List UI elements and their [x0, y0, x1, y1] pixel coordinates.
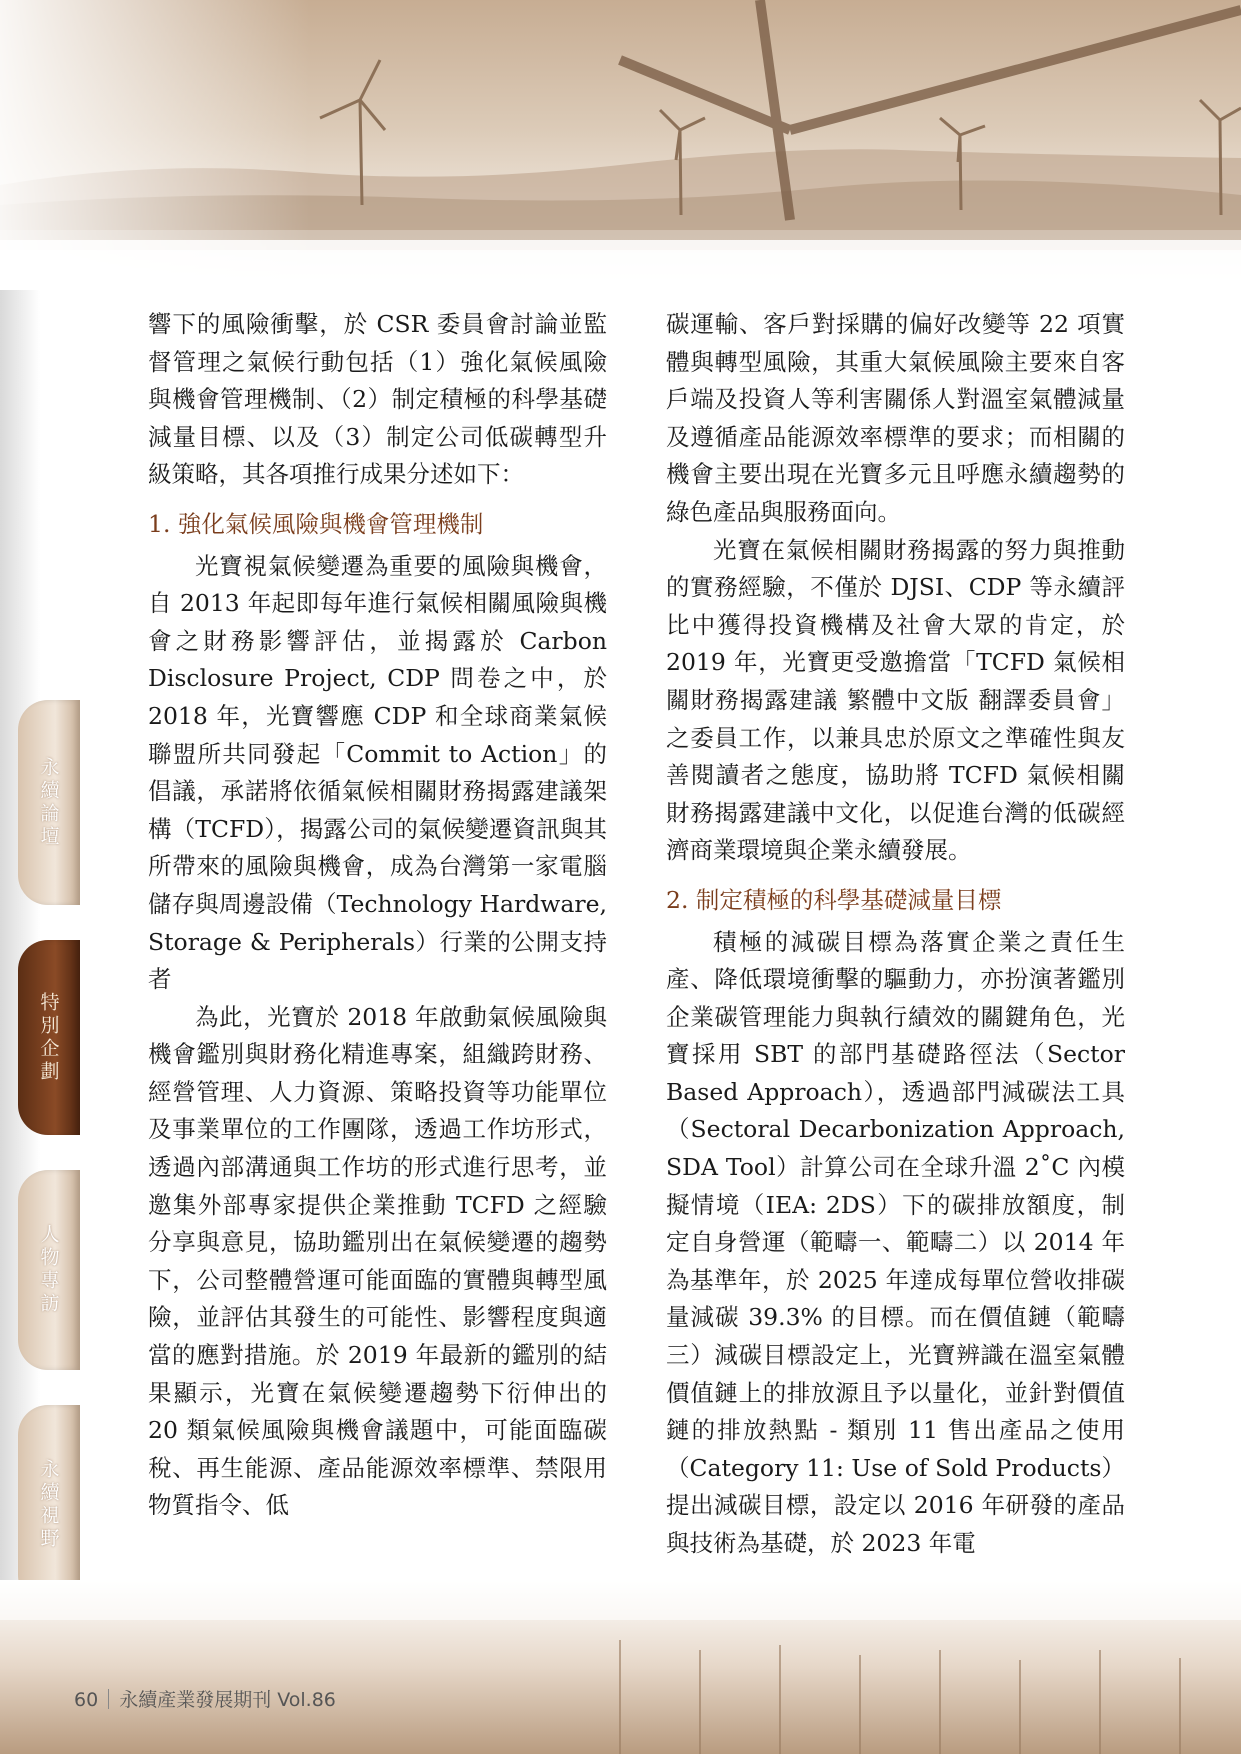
intro-paragraph: 響下的風險衝擊，於 CSR 委員會討論並監督管理之氣候行動包括（1）強化氣候風險與機會管理機制、（2）制定積極的科學基礎減量目標、以及（3）制定公司低碳轉型升級策略，其各項推行成果分述如下：: [148, 310, 607, 489]
page-footer: [74, 1685, 336, 1712]
side-tab-label: 永續視野: [37, 1459, 60, 1551]
side-tab-special-feature[interactable]: [18, 940, 80, 1135]
continued-paragraph: 碳運輸、客戶對採購的偏好改變等 22 項實體與轉型風險，其重大氣候風險主要來自客戶端及投資人等利害關係人對溫室氣體減量及遵循產品能源效率標準的要求；而相關的機會主要出現在光寶多元且呼應永續趨勢的綠色產品與服務面向。: [666, 310, 1125, 526]
side-tab-vision[interactable]: [18, 1405, 80, 1605]
right-text-column: [666, 306, 1125, 1563]
tcfd-paragraph: 光寶在氣候相關財務揭露的努力與推動的實務經驗，不僅於 DJSI、CDP 等永續評比中獲得投資機構及社會大眾的肯定，於 2019 年，光寶更受邀擔當「TCFD 氣候相關財務揭露建議 繁體中文版 翻譯委員會」之委員工作，以兼具忠於原文之準確性與友善閱讀者之態度，協助將 TCFD 氣候相關財務揭露建議中文化，以促進台灣的低碳經濟商業環境與企業永續發展。: [666, 535, 1125, 865]
section-1-title: 1. 強化氣候風險與機會管理機制: [148, 509, 484, 538]
header-wind-turbine-photo: [0, 0, 1241, 290]
side-tab-interview[interactable]: [18, 1170, 80, 1370]
side-tab-forum[interactable]: [18, 700, 80, 905]
footer-field-photo: [0, 1580, 1241, 1754]
section-1-paragraph-2: 為此，光寶於 2018 年啟動氣候風險與機會鑑別與財務化精進專案，組織跨財務、經營管理、人力資源、策略投資等功能單位及事業單位的工作團隊，透過工作坊形式，透過內部溝通與工作坊的形式進行思考，並邀集外部專家提供企業推動 TCFD 之經驗分享與意見，協助鑑別出在氣候變遷的趨勢下，公司整體營運可能面臨的實體與轉型風險，並評估其發生的可能性、影響程度與適當的應對措施。於 2019 年最新的鑑別的結果顯示，光寶在氣候變遷趨勢下衍伸出的 20 類氣候風險與機會議題中，可能面臨碳稅、再生能源、產品能源效率標準、禁限用物質指令、低: [148, 1002, 607, 1520]
left-text-column: [148, 306, 607, 1525]
section-2-title: 2. 制定積極的科學基礎減量目標: [666, 885, 1002, 914]
section-side-tabs: [18, 700, 82, 1630]
section-2-paragraph-1: 積極的減碳目標為落實企業之責任生產、降低環境衝擊的驅動力，亦扮演著鑑別企業碳管理能力與執行績效的關鍵角色，光寶採用 SBT 的部門基礎路徑法（Sector Based Approach），透過部門減碳法工具（Sectoral Decarbonization Approach, SDA Tool）計算公司在全球升溫 2˚C 內模擬情境（IEA: 2DS）下的碳排放額度，制定自身營運（範疇一、範疇二）以 2014 年為基準年，於 2025 年達成每單位營收排碳量減碳 39.3% 的目標。而在價值鏈（範疇三）減碳目標設定上，光寶辨識在溫室氣體價值鏈上的排放源且予以量化，並針對價值鏈的排放熱點 - 類別 11 售出產品之使用（Category 11: Use of Sold Products）提出減碳目標，設定以 2016 年研發的產品與技術為基礎，於 2023 年電: [666, 927, 1125, 1557]
page-number: 60: [74, 1689, 99, 1711]
section-1-paragraph-1: 光寶視氣候變遷為重要的風險與機會，自 2013 年起即每年進行氣候相關風險與機會之財務影響評估，並揭露於 Carbon Disclosure Project, CDP 問卷之中，於 2018 年，光寶響應 CDP 和全球商業氣候聯盟所共同發起「Commit to Action」的倡議，承諾將依循氣候相關財務揭露建議架構（TCFD），揭露公司的氣候變遷資訊與其所帶來的風險與機會，成為台灣第一家電腦儲存與周邊設備（Technology Hardware, Storage & Peripherals）行業的公開支持者: [148, 551, 607, 994]
side-tab-label: 人物專訪: [37, 1224, 60, 1316]
footer-divider: [108, 1689, 109, 1709]
side-tab-label: 特別企劃: [37, 991, 60, 1084]
publication-title: 永續產業發展期刊 Vol.86: [119, 1689, 336, 1711]
side-tab-label: 永續論壇: [37, 756, 60, 849]
